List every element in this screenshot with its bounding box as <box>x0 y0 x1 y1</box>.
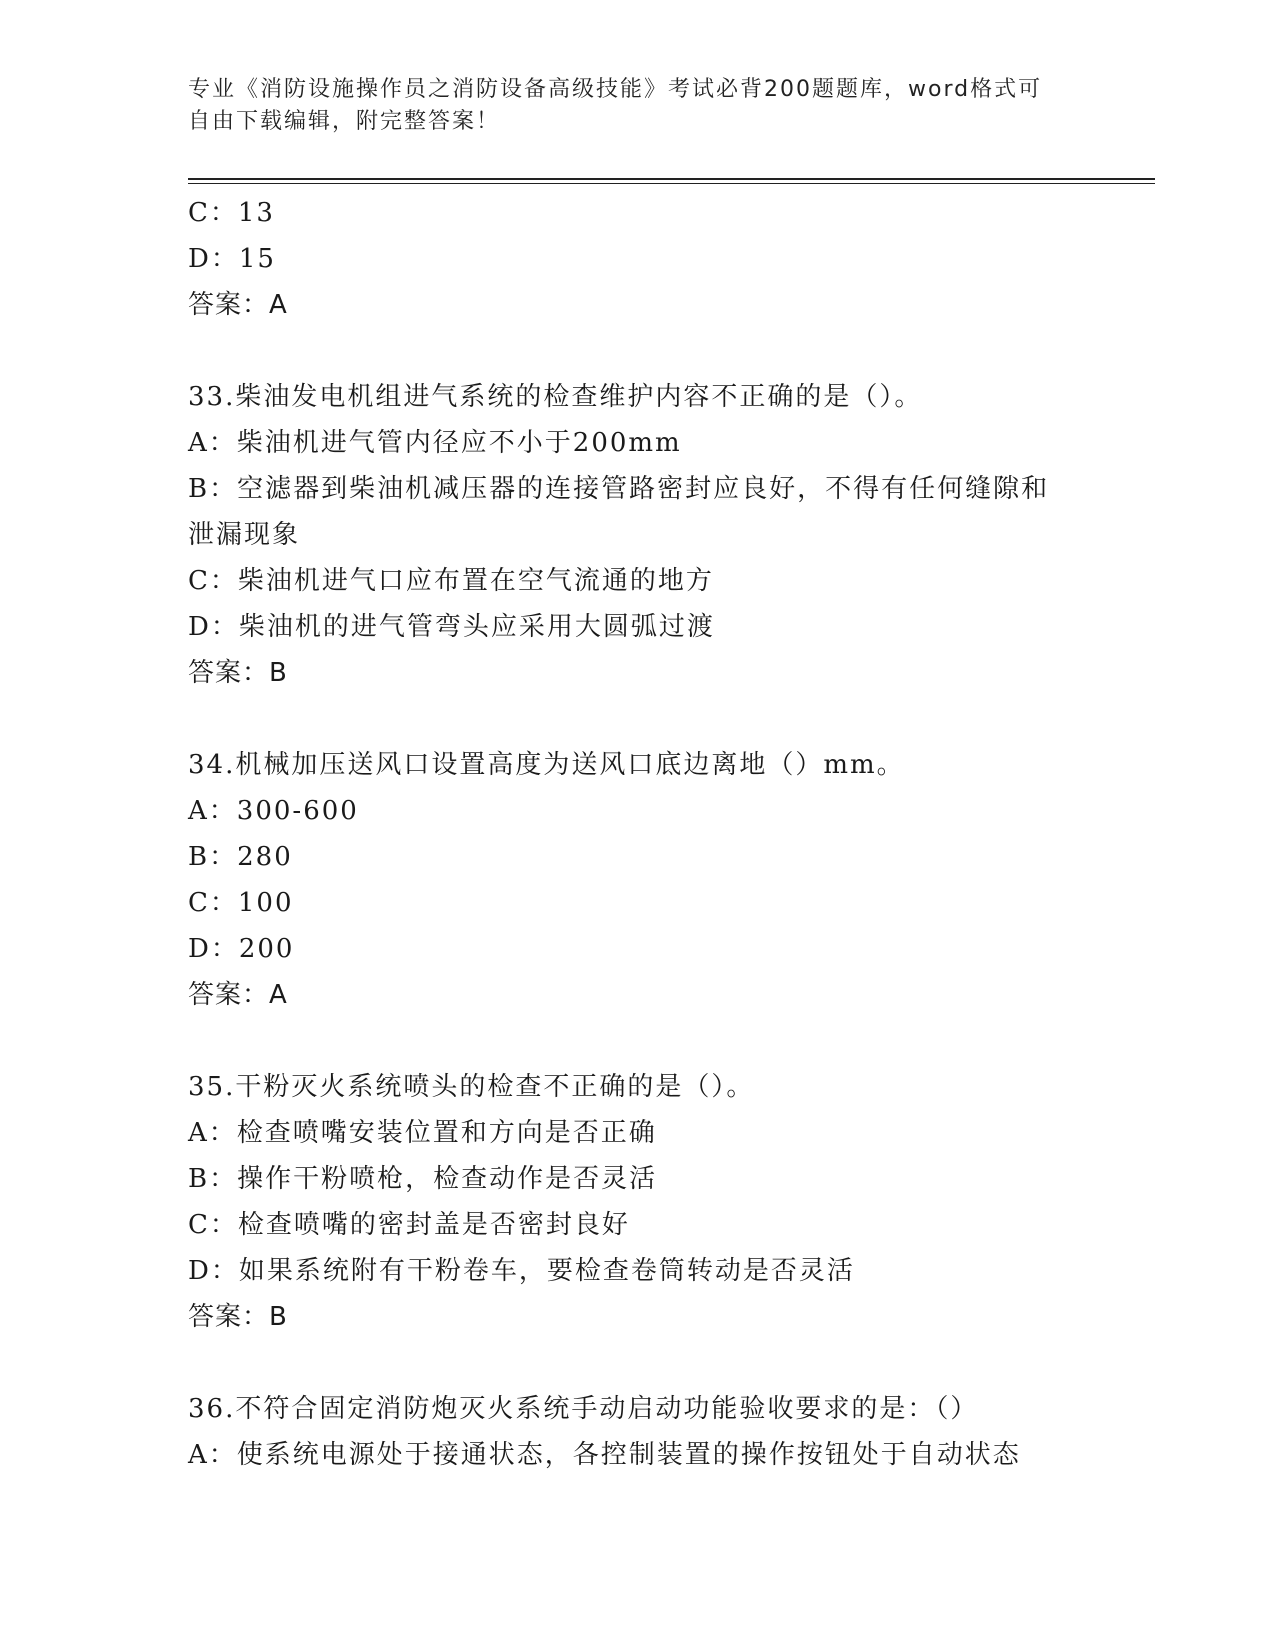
option-d: D：200 <box>188 934 295 964</box>
option-b: B：空滤器到柴油机减压器的连接管路密封应良好，不得有任何缝隙和 <box>188 474 1050 504</box>
question-block-35 <box>188 1064 1148 1340</box>
option-c: C：13 <box>188 198 275 228</box>
question-text: 36.不符合固定消防炮灭火系统手动启动功能验收要求的是：（） <box>188 1394 979 1424</box>
header-divider-thick <box>188 178 1155 180</box>
question-text: 34.机械加压送风口设置高度为送风口底边离地（）mm。 <box>188 750 905 780</box>
question-block-32 <box>188 190 1148 328</box>
answer-line: 答案：B <box>188 1302 288 1332</box>
question-list <box>188 190 1148 1478</box>
option-d: D：如果系统附有干粉卷车，要检查卷筒转动是否灵活 <box>188 1256 855 1286</box>
option-c: C：检查喷嘴的密封盖是否密封良好 <box>188 1210 630 1240</box>
spacer <box>188 1018 1148 1064</box>
question-text: 35.干粉灭火系统喷头的检查不正确的是（）。 <box>188 1072 755 1102</box>
question-block-33 <box>188 374 1148 696</box>
option-d: D：柴油机的进气管弯头应采用大圆弧过渡 <box>188 612 715 642</box>
option-b-continued: 泄漏现象 <box>188 520 301 550</box>
option-a: A：检查喷嘴安装位置和方向是否正确 <box>188 1118 657 1148</box>
page-header <box>188 74 1088 138</box>
question-text: 33.柴油发电机组进气系统的检查维护内容不正确的是（）。 <box>188 382 923 412</box>
header-line-1: 专业《消防设施操作员之消防设备高级技能》考试必背200题题库，word格式可 <box>188 77 1043 102</box>
option-b: B：280 <box>188 842 293 872</box>
question-block-34 <box>188 742 1148 1018</box>
header-line-2: 自由下载编辑，附完整答案！ <box>188 109 501 134</box>
option-d: D：15 <box>188 244 276 274</box>
spacer <box>188 1340 1148 1386</box>
question-block-36 <box>188 1386 1148 1478</box>
option-c: C：柴油机进气口应布置在空气流通的地方 <box>188 566 714 596</box>
option-a: A：300-600 <box>188 796 359 826</box>
answer-line: 答案：B <box>188 658 288 688</box>
spacer <box>188 328 1148 374</box>
spacer <box>188 696 1148 742</box>
answer-line: 答案：A <box>188 290 288 320</box>
option-c: C：100 <box>188 888 294 918</box>
option-a: A：使系统电源处于接通状态，各控制装置的操作按钮处于自动状态 <box>188 1440 1021 1470</box>
option-b: B：操作干粉喷枪，检查动作是否灵活 <box>188 1164 658 1194</box>
header-divider-thin <box>188 183 1155 184</box>
answer-line: 答案：A <box>188 980 288 1010</box>
option-a: A：柴油机进气管内径应不小于200mm <box>188 428 682 458</box>
